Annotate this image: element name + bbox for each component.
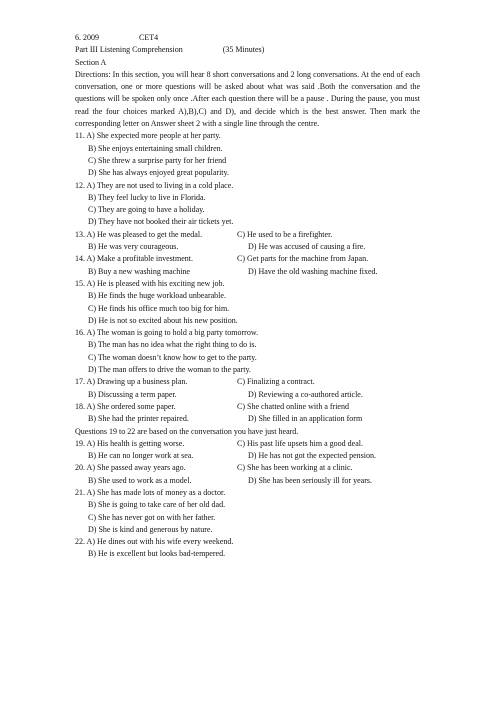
question-16-d: D) The man offers to drive the woman to the party.: [88, 365, 251, 375]
question-12-a: 12. A) They are not used to living in a cold place.: [75, 180, 234, 190]
question-19-d: D) He has not got the expected pension.: [248, 451, 376, 461]
question-14-row2: [75, 266, 420, 278]
question-14-d: D) Have the old washing machine fixed.: [248, 266, 378, 276]
question-16-b: B) The man has no idea what the right thing to do is.: [88, 340, 257, 350]
question-13-d: D) He was accused of causing a fire.: [248, 242, 366, 252]
question-20-row2: [75, 475, 420, 487]
exam-number: 6. 2009: [75, 33, 99, 42]
question-18-row2: [75, 413, 420, 425]
question-18-row1: [75, 401, 420, 413]
question-17-b: B) Discussing a term paper.: [88, 389, 177, 399]
question-21-b: B) She is going to take care of her old dad.: [88, 500, 226, 510]
question-14-b: B) Buy a new washing machine: [88, 266, 190, 276]
questions-19-22-heading: Questions 19 to 22 are based on the conversation you have just heard.: [75, 426, 299, 436]
question-22-a: 22. A) He dines out with his wife every weekend.: [75, 537, 234, 547]
question-19-c: C) His past life upsets him a good deal.: [237, 438, 363, 448]
question-21-d: D) She is kind and generous by nature.: [88, 524, 213, 534]
question-18-b: B) She had the printer repaired.: [88, 414, 189, 424]
question-20-d: D) She has been seriously ill for years.: [248, 475, 372, 485]
document-content: [75, 32, 420, 561]
question-17-c: C) Finalizing a contract.: [237, 377, 315, 387]
question-15-b: B) He finds the huge workload unbearable.: [88, 291, 226, 301]
question-14-row1: [75, 253, 420, 265]
question-12-c: C) They are going to have a holiday.: [88, 205, 205, 215]
question-19-b: B) He can no longer work at sea.: [88, 451, 194, 461]
question-19-row1: [75, 438, 420, 450]
question-18-a: 18. A) She ordered some paper.: [75, 401, 176, 411]
question-17-row2: [75, 389, 420, 401]
question-17-a: 17. A) Drawing up a business plan.: [75, 377, 188, 387]
question-13-b: B) He was very courageous.: [88, 242, 179, 252]
header-line: [75, 32, 420, 44]
directions-paragraph: Directions: In this section, you will hear 8 short conversations and 2 long conversations. At the end of each conversation, one or more questions will be asked about what was said .Both the conversation and the questions will be spoken only once .After each question there will be a pause . During the pause, you must read the four choices marked A),B),C) and D), and decide which is the best answer. Then mark the corresponding letter on Answer sheet 2 with a single line through the centre.: [75, 69, 420, 129]
question-19-a: 19. A) His health is getting worse.: [75, 438, 185, 448]
question-12-b: B) They feel lucky to live in Florida.: [88, 192, 206, 202]
question-20-row1: [75, 462, 420, 474]
question-18-c: C) She chatted online with a friend: [237, 401, 349, 411]
question-13-row1: [75, 229, 420, 241]
question-15-d: D) He is not so excited about his new position.: [88, 315, 238, 325]
question-19-row2: [75, 450, 420, 462]
question-17-row1: [75, 376, 420, 388]
question-11-d: D) She has always enjoyed great popularity.: [88, 168, 229, 178]
section-title: Section A: [75, 57, 107, 67]
question-17-d: D) Reviewing a co-authored article.: [248, 389, 363, 399]
question-21-c: C) She has never got on with her father.: [88, 512, 216, 522]
question-13-row2: [75, 241, 420, 253]
question-11-b: B) She enjoys entertaining small children.: [88, 143, 223, 153]
question-20-b: B) She used to work as a model.: [88, 475, 192, 485]
part-title: Part III Listening Comprehension: [75, 45, 183, 55]
question-16-c: C) The woman doesn’t know how to get to the party.: [88, 352, 257, 362]
question-15-c: C) He finds his office much too big for him.: [88, 303, 230, 313]
question-16-a: 16. A) The woman is going to hold a big party tomorrow.: [75, 328, 259, 338]
question-18-d: D) She filled in an application form: [248, 414, 363, 424]
question-13-c: C) He used to be a firefighter.: [237, 229, 333, 239]
question-14-a: 14. A) Make a profitable investment.: [75, 254, 193, 264]
part-line: [75, 44, 420, 56]
question-11-a: 11. A) She expected more people at her party.: [75, 131, 221, 141]
question-13-a: 13. A) He was pleased to get the medal.: [75, 229, 203, 239]
question-12-d: D) They have not booked their air tickets yet.: [88, 217, 234, 227]
question-20-a: 20. A) She passed away years ago.: [75, 463, 186, 473]
question-21-a: 21. A) She has made lots of money as a doctor.: [75, 487, 226, 497]
question-15-a: 15. A) He is pleased with his exciting new job.: [75, 278, 225, 288]
question-20-c: C) She has been working at a clinic.: [237, 463, 353, 473]
question-22-b: B) He is excellent but looks bad-tempered.: [88, 549, 226, 559]
part-duration: (35 Minutes): [222, 45, 265, 55]
exam-name: CET4: [139, 33, 159, 42]
question-14-c: C) Get parts for the machine from Japan.: [237, 254, 369, 264]
question-11-c: C) She threw a surprise party for her friend: [88, 155, 227, 165]
